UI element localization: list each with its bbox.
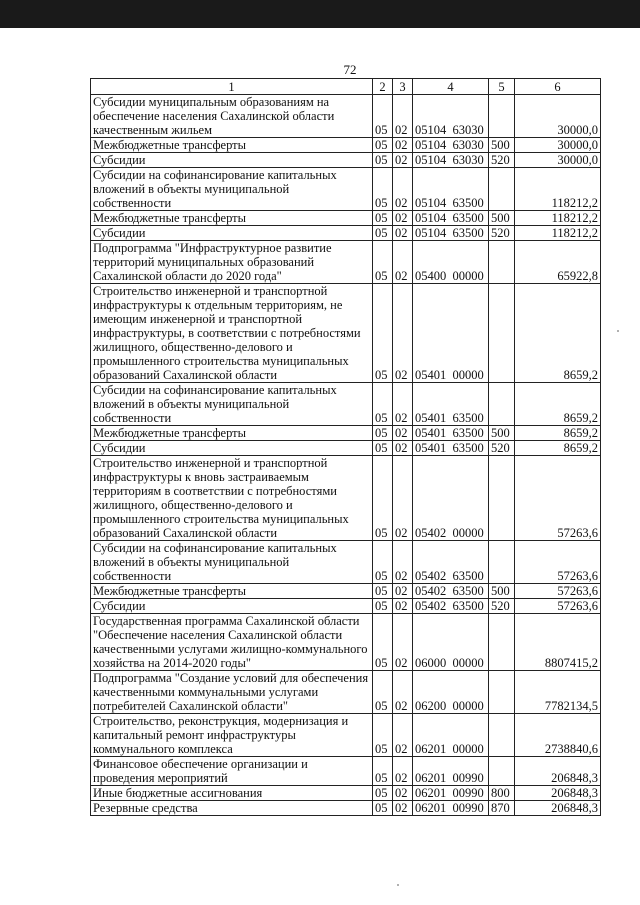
cell-sum: 118212,2 bbox=[515, 168, 601, 211]
cell-vr bbox=[489, 714, 515, 757]
table-row bbox=[91, 138, 601, 153]
cell-rz: 05 bbox=[373, 757, 393, 786]
cell-vr bbox=[489, 95, 515, 138]
cell-sum: 30000,0 bbox=[515, 95, 601, 138]
cell-pr: 02 bbox=[393, 614, 413, 671]
table-row bbox=[91, 541, 601, 584]
cell-rz: 05 bbox=[373, 614, 393, 671]
cell-csr: 05401 63500 bbox=[413, 383, 489, 426]
table-row bbox=[91, 441, 601, 456]
cell-vr bbox=[489, 541, 515, 584]
cell-csr: 05402 00000 bbox=[413, 456, 489, 541]
scan-top-border bbox=[0, 0, 640, 28]
cell-rz: 05 bbox=[373, 441, 393, 456]
cell-sum: 30000,0 bbox=[515, 153, 601, 168]
table-row bbox=[91, 284, 601, 383]
cell-name: Подпрограмма "Инфраструктурное развитие территорий муниципальных образований Сахалинской области до 2020 года" bbox=[91, 241, 373, 284]
cell-pr: 02 bbox=[393, 426, 413, 441]
cell-pr: 02 bbox=[393, 441, 413, 456]
cell-name: Межбюджетные трансферты bbox=[91, 426, 373, 441]
cell-sum: 118212,2 bbox=[515, 211, 601, 226]
cell-vr: 520 bbox=[489, 599, 515, 614]
cell-rz: 05 bbox=[373, 95, 393, 138]
table-row bbox=[91, 584, 601, 599]
cell-pr: 02 bbox=[393, 671, 413, 714]
header-row bbox=[91, 79, 601, 95]
scan-speck bbox=[617, 330, 619, 332]
page-number: 72 bbox=[343, 62, 357, 77]
cell-name: Финансовое обеспечение организации и проведения мероприятий bbox=[91, 757, 373, 786]
cell-rz: 05 bbox=[373, 786, 393, 801]
cell-sum: 206848,3 bbox=[515, 786, 601, 801]
cell-name: Субсидии муниципальным образованиям на обеспечение населения Сахалинской области качественным жильем bbox=[91, 95, 373, 138]
cell-name: Субсидии bbox=[91, 441, 373, 456]
cell-sum: 8659,2 bbox=[515, 426, 601, 441]
header-cell: 1 bbox=[91, 79, 373, 95]
cell-pr: 02 bbox=[393, 383, 413, 426]
cell-vr: 520 bbox=[489, 441, 515, 456]
cell-pr: 02 bbox=[393, 584, 413, 599]
cell-pr: 02 bbox=[393, 138, 413, 153]
cell-pr: 02 bbox=[393, 211, 413, 226]
cell-name: Государственная программа Сахалинской области "Обеспечение населения Сахалинской области качественными услугами жилищно-коммунального хозяйства на 2014-2020 годы" bbox=[91, 614, 373, 671]
cell-csr: 05104 63030 bbox=[413, 153, 489, 168]
cell-rz: 05 bbox=[373, 138, 393, 153]
cell-rz: 05 bbox=[373, 671, 393, 714]
cell-sum: 2738840,6 bbox=[515, 714, 601, 757]
cell-vr bbox=[489, 671, 515, 714]
cell-rz: 05 bbox=[373, 211, 393, 226]
cell-csr: 05401 63500 bbox=[413, 426, 489, 441]
cell-rz: 05 bbox=[373, 383, 393, 426]
cell-name: Резервные средства bbox=[91, 801, 373, 816]
cell-csr: 06000 00000 bbox=[413, 614, 489, 671]
cell-name: Иные бюджетные ассигнования bbox=[91, 786, 373, 801]
cell-rz: 05 bbox=[373, 584, 393, 599]
cell-sum: 8659,2 bbox=[515, 383, 601, 426]
cell-pr: 02 bbox=[393, 95, 413, 138]
table-row bbox=[91, 383, 601, 426]
header-cell: 6 bbox=[515, 79, 601, 95]
cell-vr: 500 bbox=[489, 426, 515, 441]
cell-csr: 06201 00990 bbox=[413, 801, 489, 816]
cell-vr bbox=[489, 241, 515, 284]
cell-sum: 57263,6 bbox=[515, 599, 601, 614]
table-row bbox=[91, 95, 601, 138]
table-row bbox=[91, 456, 601, 541]
cell-name: Субсидии на софинансирование капитальных вложений в объекты муниципальной собственности bbox=[91, 383, 373, 426]
cell-sum: 57263,6 bbox=[515, 456, 601, 541]
cell-vr bbox=[489, 757, 515, 786]
cell-csr: 05401 63500 bbox=[413, 441, 489, 456]
cell-vr: 500 bbox=[489, 138, 515, 153]
cell-vr: 500 bbox=[489, 211, 515, 226]
cell-sum: 30000,0 bbox=[515, 138, 601, 153]
table-row bbox=[91, 801, 601, 816]
cell-sum: 8659,2 bbox=[515, 441, 601, 456]
cell-vr bbox=[489, 383, 515, 426]
cell-sum: 206848,3 bbox=[515, 801, 601, 816]
cell-pr: 02 bbox=[393, 714, 413, 757]
cell-sum: 8659,2 bbox=[515, 284, 601, 383]
cell-pr: 02 bbox=[393, 226, 413, 241]
table-row bbox=[91, 714, 601, 757]
table-row bbox=[91, 168, 601, 211]
cell-csr: 05400 00000 bbox=[413, 241, 489, 284]
cell-rz: 05 bbox=[373, 226, 393, 241]
cell-csr: 05402 63500 bbox=[413, 541, 489, 584]
cell-pr: 02 bbox=[393, 757, 413, 786]
cell-name: Субсидии bbox=[91, 226, 373, 241]
cell-pr: 02 bbox=[393, 801, 413, 816]
cell-csr: 05401 00000 bbox=[413, 284, 489, 383]
cell-name: Межбюджетные трансферты bbox=[91, 138, 373, 153]
header-cell: 5 bbox=[489, 79, 515, 95]
cell-csr: 06201 00000 bbox=[413, 714, 489, 757]
cell-rz: 05 bbox=[373, 599, 393, 614]
header-cell: 2 bbox=[373, 79, 393, 95]
cell-csr: 05402 63500 bbox=[413, 599, 489, 614]
cell-sum: 57263,6 bbox=[515, 584, 601, 599]
cell-sum: 57263,6 bbox=[515, 541, 601, 584]
header-cell: 3 bbox=[393, 79, 413, 95]
table-row bbox=[91, 241, 601, 284]
cell-vr: 870 bbox=[489, 801, 515, 816]
cell-vr bbox=[489, 284, 515, 383]
cell-rz: 05 bbox=[373, 241, 393, 284]
table-row bbox=[91, 599, 601, 614]
cell-sum: 206848,3 bbox=[515, 757, 601, 786]
table-row bbox=[91, 426, 601, 441]
cell-name: Субсидии bbox=[91, 153, 373, 168]
cell-rz: 05 bbox=[373, 284, 393, 383]
cell-vr bbox=[489, 168, 515, 211]
cell-sum: 65922,8 bbox=[515, 241, 601, 284]
cell-csr: 06201 00990 bbox=[413, 757, 489, 786]
cell-csr: 06200 00000 bbox=[413, 671, 489, 714]
table-row bbox=[91, 614, 601, 671]
cell-csr: 05104 63030 bbox=[413, 138, 489, 153]
cell-vr bbox=[489, 456, 515, 541]
cell-name: Межбюджетные трансферты bbox=[91, 584, 373, 599]
cell-pr: 02 bbox=[393, 153, 413, 168]
table-row bbox=[91, 153, 601, 168]
cell-vr: 520 bbox=[489, 226, 515, 241]
cell-name: Строительство инженерной и транспортной инфраструктуры к отдельным территориям, не имеющим инженерной и транспортной инфраструктуры, в соответствии с потребностями жилищного, общественно-делового и промышленного строительства муниципальных образований Сахалинской области bbox=[91, 284, 373, 383]
cell-name: Субсидии на софинансирование капитальных вложений в объекты муниципальной собственности bbox=[91, 541, 373, 584]
cell-rz: 05 bbox=[373, 153, 393, 168]
table-row bbox=[91, 226, 601, 241]
cell-csr: 05104 63500 bbox=[413, 226, 489, 241]
cell-rz: 05 bbox=[373, 541, 393, 584]
cell-name: Строительство инженерной и транспортной инфраструктуры к вновь застраиваемым территориям в соответствии с потребностями жилищного, общественно-делового и промышленного строительства муниципальных образований Сахалинской области bbox=[91, 456, 373, 541]
cell-pr: 02 bbox=[393, 241, 413, 284]
cell-csr: 05104 63500 bbox=[413, 211, 489, 226]
budget-table bbox=[90, 78, 601, 816]
cell-rz: 05 bbox=[373, 426, 393, 441]
cell-vr: 800 bbox=[489, 786, 515, 801]
cell-pr: 02 bbox=[393, 599, 413, 614]
table-row bbox=[91, 786, 601, 801]
cell-csr: 05402 63500 bbox=[413, 584, 489, 599]
cell-rz: 05 bbox=[373, 714, 393, 757]
cell-name: Межбюджетные трансферты bbox=[91, 211, 373, 226]
cell-sum: 7782134,5 bbox=[515, 671, 601, 714]
cell-vr: 520 bbox=[489, 153, 515, 168]
table-row bbox=[91, 211, 601, 226]
cell-pr: 02 bbox=[393, 786, 413, 801]
cell-rz: 05 bbox=[373, 168, 393, 211]
table-row bbox=[91, 671, 601, 714]
header-cell: 4 bbox=[413, 79, 489, 95]
cell-pr: 02 bbox=[393, 168, 413, 211]
cell-vr: 500 bbox=[489, 584, 515, 599]
cell-pr: 02 bbox=[393, 541, 413, 584]
cell-pr: 02 bbox=[393, 456, 413, 541]
cell-rz: 05 bbox=[373, 801, 393, 816]
cell-vr bbox=[489, 614, 515, 671]
cell-rz: 05 bbox=[373, 456, 393, 541]
cell-sum: 8807415,2 bbox=[515, 614, 601, 671]
cell-name: Подпрограмма "Создание условий для обеспечения качественными коммунальными услугами потребителей Сахалинской области" bbox=[91, 671, 373, 714]
cell-csr: 06201 00990 bbox=[413, 786, 489, 801]
cell-csr: 05104 63500 bbox=[413, 168, 489, 211]
cell-name: Строительство, реконструкция, модернизация и капитальный ремонт инфраструктуры коммунального комплекса bbox=[91, 714, 373, 757]
cell-name: Субсидии bbox=[91, 599, 373, 614]
cell-sum: 118212,2 bbox=[515, 226, 601, 241]
table-row bbox=[91, 757, 601, 786]
scan-speck bbox=[397, 884, 399, 886]
cell-name: Субсидии на софинансирование капитальных вложений в объекты муниципальной собственности bbox=[91, 168, 373, 211]
cell-csr: 05104 63030 bbox=[413, 95, 489, 138]
cell-pr: 02 bbox=[393, 284, 413, 383]
